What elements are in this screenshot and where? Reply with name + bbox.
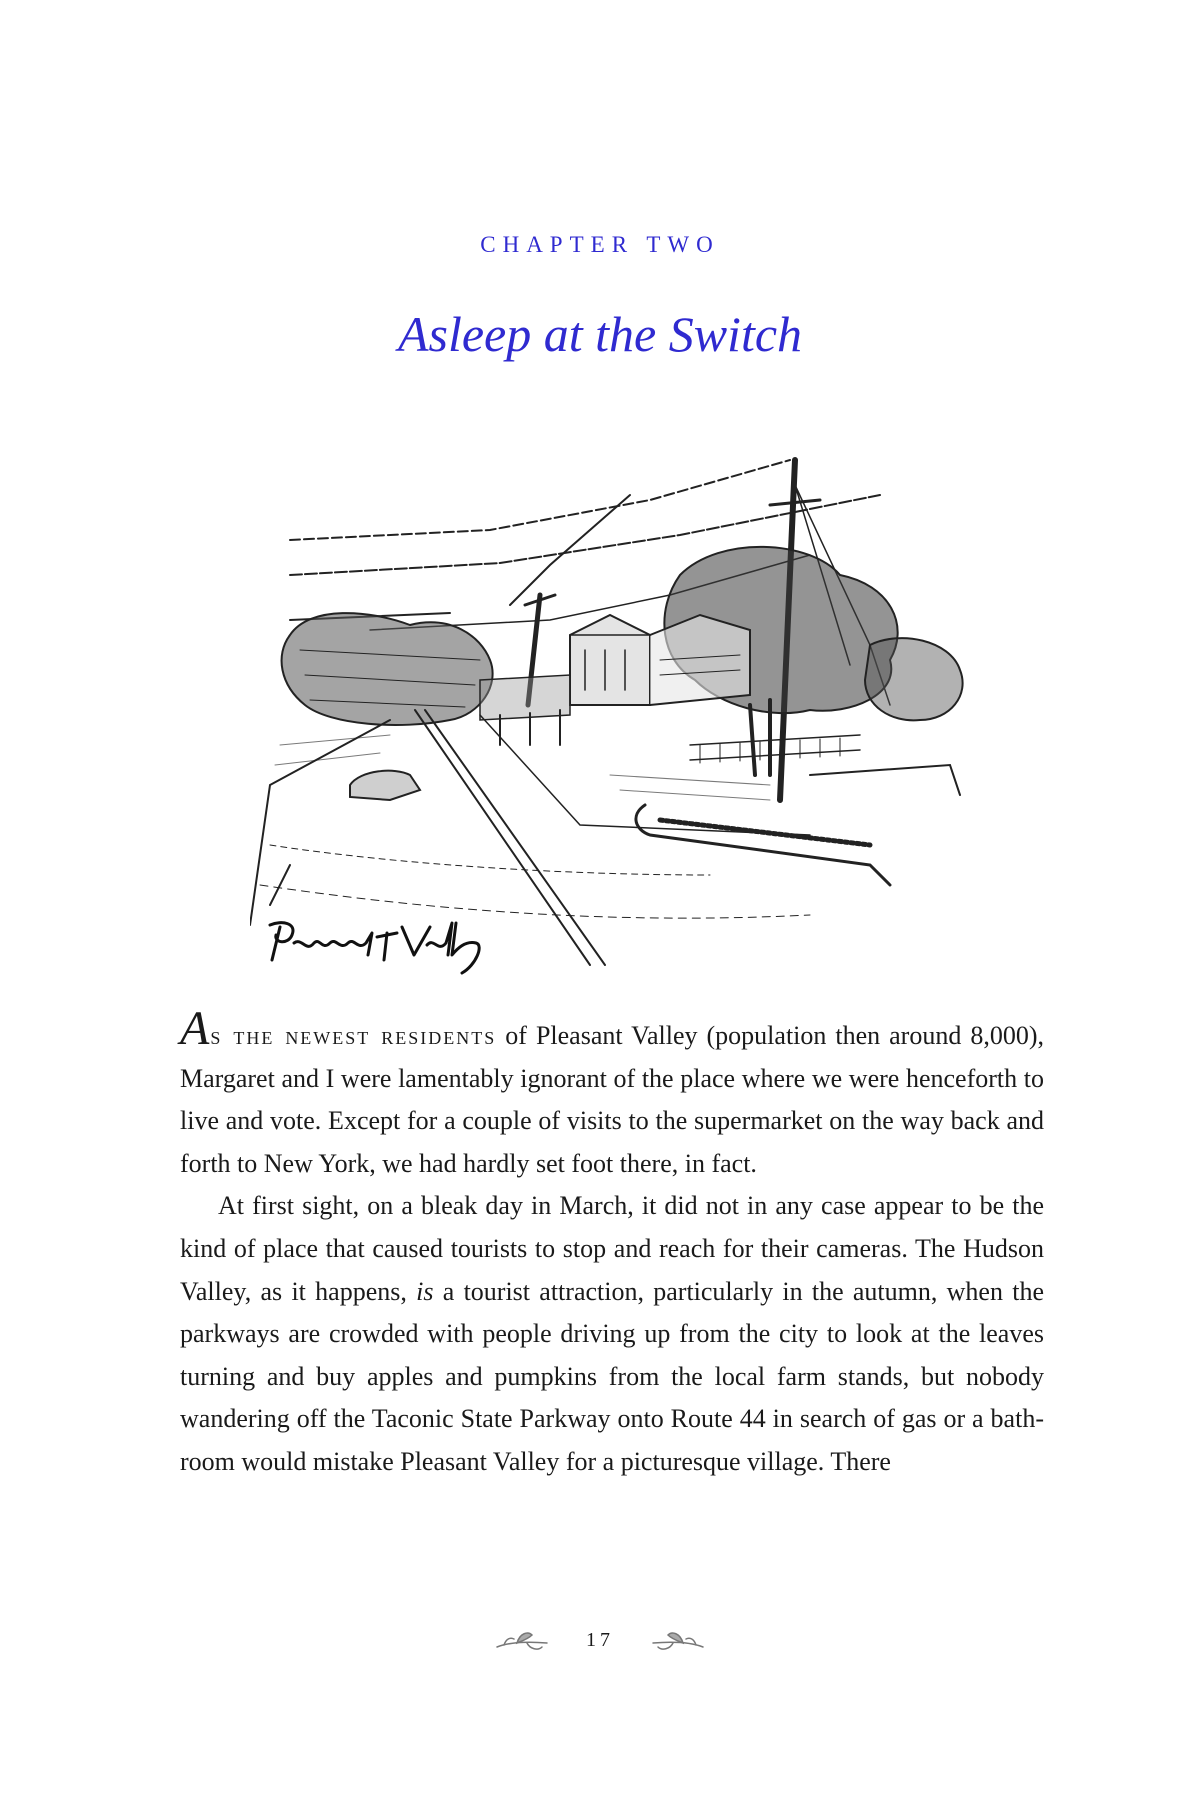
paragraph-2-text-b: a tourist attraction, particularly in the autumn, when the parkways are crowded with people driving up from the city to look at the leaves turning and buy apples and pumpkins from the local farm stands, but nobody wandering off the Taconic State Parkway onto Route 44 in search of gas or a bathroom would mistake Pleasant Valley for a picturesque village. There <box>180 1276 1044 1476</box>
paragraph-2 <box>180 1185 1044 1483</box>
leaf-ornament-right-icon <box>648 1625 708 1655</box>
opening-smallcaps: s the newest residents <box>210 1021 497 1050</box>
paragraph-2-emphasis: is <box>416 1276 434 1306</box>
leaf-ornament-left-icon <box>492 1625 552 1655</box>
chapter-label: CHAPTER TWO <box>480 232 720 257</box>
paragraph-1 <box>180 1002 1044 1185</box>
paragraph-2-text-a: At first sight, on a bleak day in March, it did not in any case appear to be the kind of place that caused tourists to stop and reach for their cameras. The Hudson Valley, as it happens, <box>180 1191 1044 1306</box>
chapter-title: Asleep at the Switch <box>397 306 803 362</box>
folio <box>0 1625 1200 1665</box>
signature-pleasant-valley <box>262 915 492 975</box>
body-text <box>180 1002 1044 1484</box>
paragraph-1-text: of Pleasant Valley (population then around 8,000), Margaret and I were lamentably ignorant of the place where we were henceforth to live and vote. Except for a couple of visits to the supermarket on the way back and forth to New York, we had hardly set foot there, in fact. <box>180 1021 1044 1178</box>
street-sketch-illustration <box>250 445 1000 985</box>
page-number: 17 <box>586 1628 614 1651</box>
drop-initial: A <box>180 1002 210 1055</box>
